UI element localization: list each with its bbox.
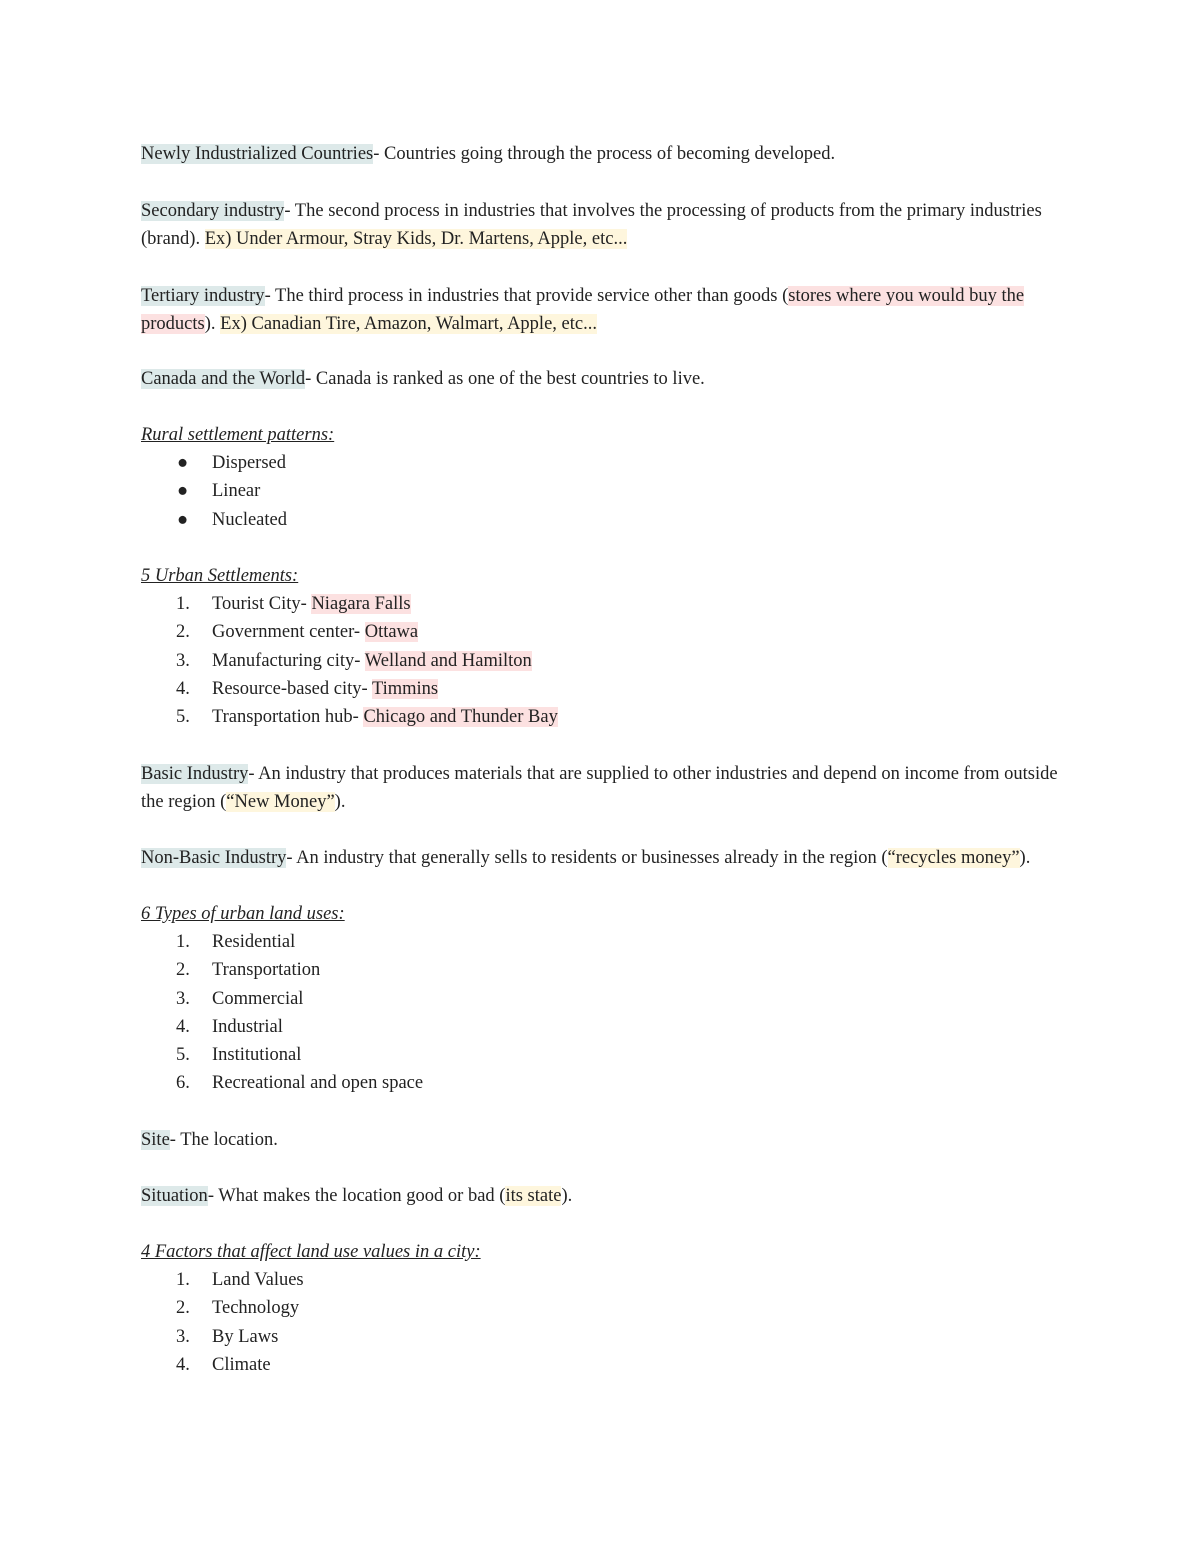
list-item-label: Nucleated bbox=[212, 509, 287, 530]
list-item bbox=[141, 1351, 1061, 1379]
bullet-icon: ● bbox=[177, 481, 189, 502]
rural-settlement-section bbox=[141, 421, 1061, 534]
list-item bbox=[141, 1041, 1061, 1069]
definition-text: - An industry that generally sells to residents or businesses already in the region ( bbox=[286, 848, 888, 868]
list-number: 4. bbox=[176, 678, 190, 699]
definition-canada-and-world bbox=[141, 365, 1061, 393]
yellow-highlight: its state bbox=[505, 1186, 562, 1206]
definition-text: - What makes the location good or bad ( bbox=[207, 1186, 506, 1206]
list-number: 2. bbox=[176, 622, 190, 643]
urban-land-uses-section bbox=[141, 900, 1061, 1098]
pink-highlight: stores where you would buy the products bbox=[141, 286, 1025, 334]
term-label: Non-Basic Industry bbox=[141, 848, 287, 868]
yellow-highlight: “New Money” bbox=[226, 792, 335, 812]
list-item bbox=[141, 618, 1061, 646]
list-item bbox=[141, 703, 1061, 731]
list-item-label: Resource-based city- bbox=[212, 678, 372, 699]
example-highlight: Ex) Canadian Tire, Amazon, Walmart, Apple, etc... bbox=[220, 314, 597, 334]
list-item-label: Commercial bbox=[212, 988, 304, 1009]
section-heading: 4 Factors that affect land use values in a city: bbox=[141, 1242, 481, 1262]
definition-secondary-industry bbox=[141, 197, 1061, 253]
list-item-label: Industrial bbox=[212, 1016, 283, 1037]
list-item-label: By Laws bbox=[212, 1326, 279, 1347]
example-highlight: Chicago and Thunder Bay bbox=[363, 707, 558, 728]
definition-text: - Countries going through the process of becoming developed. bbox=[373, 144, 836, 164]
list-item bbox=[141, 1266, 1061, 1294]
list-number: 2. bbox=[176, 1298, 190, 1319]
list-item-label: Residential bbox=[212, 932, 296, 952]
section-heading: Rural settlement patterns: bbox=[141, 425, 335, 445]
list-item bbox=[141, 506, 1061, 534]
list-item-label: Dispersed bbox=[212, 453, 286, 473]
list-number: 5. bbox=[176, 1045, 190, 1066]
list-number: 2. bbox=[176, 960, 190, 981]
definition-text: - An industry that produces materials that are supplied to other industries and depend on income from outside the region ( bbox=[141, 764, 1058, 812]
list-number: 5. bbox=[176, 707, 190, 728]
list-item-label: Transportation hub- bbox=[212, 707, 364, 728]
section-heading: 5 Urban Settlements: bbox=[141, 566, 299, 586]
list-item bbox=[141, 647, 1061, 675]
list-item bbox=[141, 590, 1061, 618]
bullet-list bbox=[141, 449, 1061, 534]
term-label: Secondary industry bbox=[141, 201, 285, 221]
bullet-icon: ● bbox=[177, 453, 189, 473]
list-number: 1. bbox=[176, 1270, 190, 1290]
list-item-label: Technology bbox=[212, 1298, 300, 1319]
definition-site bbox=[141, 1126, 1061, 1154]
list-number: 6. bbox=[176, 1073, 190, 1094]
list-number: 3. bbox=[176, 650, 190, 671]
list-item bbox=[141, 956, 1061, 984]
list-item-label: Land Values bbox=[212, 1270, 304, 1290]
land-use-factors-section bbox=[141, 1238, 1061, 1379]
term-label: Canada and the World bbox=[141, 369, 306, 389]
urban-settlements-section bbox=[141, 562, 1061, 731]
list-item-label: Institutional bbox=[212, 1045, 302, 1066]
list-item bbox=[141, 449, 1061, 477]
example-highlight: Ottawa bbox=[364, 622, 419, 643]
list-item-label: Recreational and open space bbox=[212, 1073, 424, 1094]
list-number: 3. bbox=[176, 1326, 190, 1347]
list-item bbox=[141, 1013, 1061, 1041]
definition-newly-industrialized bbox=[141, 140, 1061, 168]
definition-text: - The second process in industries that involves the processing of products from the primary industries (brand). bbox=[141, 201, 1042, 249]
definition-tertiary-industry bbox=[141, 282, 1061, 338]
example-highlight: Ex) Under Armour, Stray Kids, Dr. Martens, Apple, etc... bbox=[204, 229, 628, 249]
list-item-label: Transportation bbox=[212, 960, 321, 981]
bullet-icon: ● bbox=[177, 509, 189, 530]
list-item bbox=[141, 928, 1061, 956]
list-item bbox=[141, 1069, 1061, 1097]
list-number: 1. bbox=[176, 594, 190, 614]
example-highlight: Niagara Falls bbox=[311, 594, 411, 614]
list-item bbox=[141, 1294, 1061, 1322]
list-item bbox=[141, 675, 1061, 703]
list-item-label: Climate bbox=[212, 1354, 271, 1375]
list-number: 4. bbox=[176, 1016, 190, 1037]
term-label: Basic Industry bbox=[141, 764, 249, 784]
definition-text: - Canada is ranked as one of the best countries to live. bbox=[305, 369, 705, 389]
list-number: 3. bbox=[176, 988, 190, 1009]
definition-situation bbox=[141, 1182, 1061, 1210]
definition-text: - The third process in industries that provide service other than goods ( bbox=[264, 286, 789, 306]
term-label: Site bbox=[141, 1130, 170, 1150]
definition-text: - The location. bbox=[169, 1130, 278, 1150]
definition-text-close: ). bbox=[1019, 848, 1031, 868]
definition-non-basic-industry bbox=[141, 844, 1061, 872]
section-heading: 6 Types of urban land uses: bbox=[141, 904, 345, 924]
numbered-list bbox=[141, 590, 1061, 731]
list-item bbox=[141, 1323, 1061, 1351]
example-highlight: Timmins bbox=[371, 678, 439, 699]
list-item-label: Government center- bbox=[212, 622, 365, 643]
list-number: 4. bbox=[176, 1354, 190, 1375]
definition-basic-industry bbox=[141, 760, 1061, 816]
term-label: Situation bbox=[141, 1186, 208, 1206]
list-number: 1. bbox=[176, 932, 190, 952]
term-label: Newly Industrialized Countries bbox=[141, 144, 374, 164]
list-item bbox=[141, 477, 1061, 505]
term-label: Tertiary industry bbox=[141, 286, 265, 306]
list-item-label: Linear bbox=[212, 481, 261, 502]
list-item-label: Tourist City- bbox=[212, 594, 312, 614]
definition-text-close: ). bbox=[204, 314, 221, 334]
yellow-highlight: “recycles money” bbox=[887, 848, 1020, 868]
definition-text-close: ). bbox=[334, 792, 346, 812]
example-highlight: Welland and Hamilton bbox=[364, 650, 532, 671]
definition-text-close: ). bbox=[561, 1186, 573, 1206]
numbered-list bbox=[141, 1266, 1061, 1379]
list-item bbox=[141, 985, 1061, 1013]
list-item-label: Manufacturing city- bbox=[212, 650, 365, 671]
numbered-list bbox=[141, 928, 1061, 1098]
